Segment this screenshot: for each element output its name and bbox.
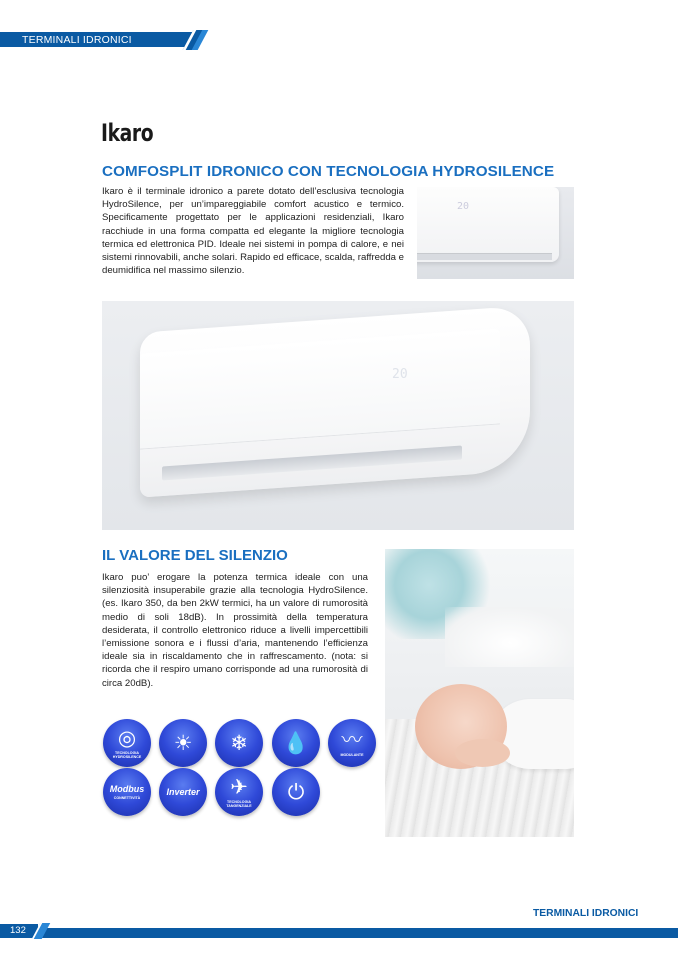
- fan-icon: ✈ TECNOLOGIA TANGENZIALE: [215, 768, 263, 816]
- intro-paragraph: Ikaro è il terminale idronico a parete dotato dell’esclusiva tecnologia HydroSilence, per un’impareggiabile comfort acustico e termico. Specificamente progettato per le applicazioni residenziali, Ikaro racchiude in una forma compatta ed elegante la migliore tecnologia termica ed elettronica PID. Ideale nei sistemi in pompa di calore, e nei sistemi rinnovabili, anche solari. Rapido ed efficace, scalda, raffredda e deumidifica nel massimo silenzio.: [102, 186, 405, 277]
- inverter-icon: Inverter: [159, 768, 207, 816]
- section-paragraph: Ikaro puo’ erogare la potenza termica ideale con una silenziosità insuperabile grazie alla tecnologia HydroSilence. (es. Ikaro 350, da ben 2kW termici, ha un valore di rumorosità medio di soli 18dB). In prossimità della temperatura desiderata, il controllo elettronico riduce a livelli impercettibili l’emissione sonora e i flussi d’aria, mantenendo l’efficienza ideale sia in riscaldamento che in raffrescamento. (nota: si ricorda che il respiro umano corrisponde ad una rumorosità di circa 20dB).: [102, 572, 368, 689]
- baby-hand: [455, 739, 510, 767]
- section-heading: IL VALORE DEL SILENZIO: [102, 547, 288, 564]
- ac-display: 20: [392, 367, 408, 382]
- ac-unit-photo: [102, 301, 574, 530]
- modbus-icon: Modbus CONNETTIVITÀ: [103, 768, 151, 816]
- sun-icon: ☀: [159, 719, 207, 767]
- snowflake-icon: ❄: [215, 719, 263, 767]
- pillow: [445, 607, 574, 667]
- ac-unit-detail-photo: [417, 187, 574, 279]
- page-number: 132: [10, 925, 26, 936]
- ac-vent: [417, 253, 552, 260]
- page-title: Ikaro: [101, 119, 154, 147]
- modulating-icon: 〰 MODULANTE: [328, 719, 376, 767]
- water-drop-icon: 💧: [272, 719, 320, 767]
- footer-bar: [38, 928, 678, 938]
- header-section-label: TERMINALI IDRONICI: [22, 34, 132, 46]
- ac-display: 20: [457, 201, 470, 212]
- footer-section-label: TERMINALI IDRONICI: [533, 908, 639, 919]
- plug-icon: ⏻: [272, 768, 320, 816]
- ac-unit-body: [417, 187, 559, 262]
- sleeping-baby-photo: [385, 549, 574, 837]
- hydrosilence-icon: ◎ TECNOLOGIA HYDROSILENCE: [103, 719, 151, 767]
- product-subtitle: COMFOSPLIT IDRONICO CON TECNOLOGIA HYDROSILENCE: [102, 163, 555, 180]
